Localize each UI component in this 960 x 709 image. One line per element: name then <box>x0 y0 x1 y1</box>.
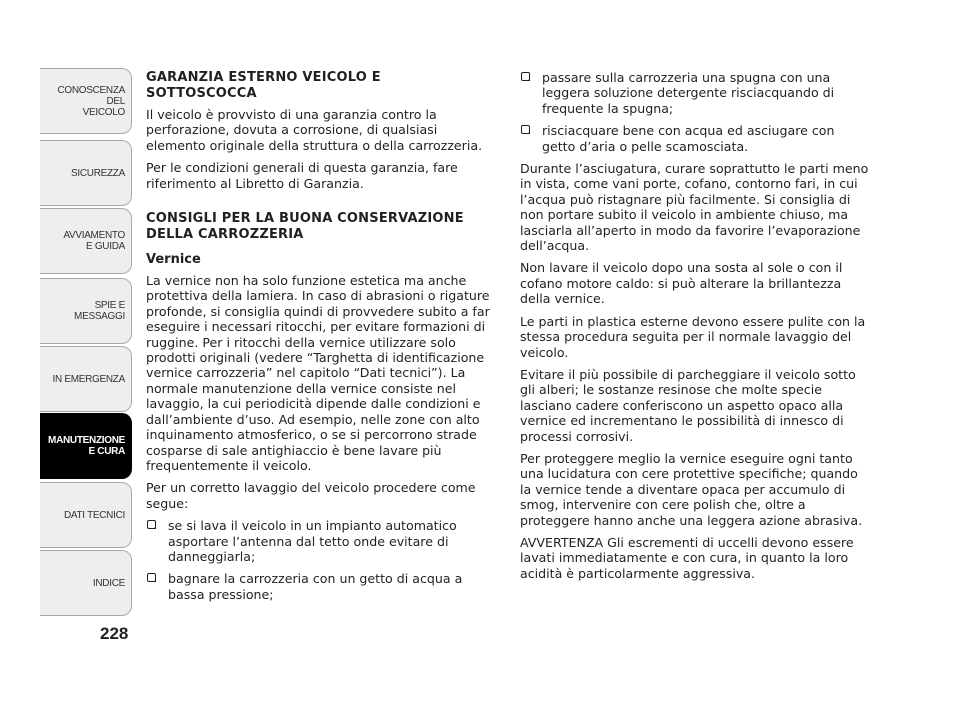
tab-in-emergenza[interactable]: IN EMERGENZA <box>40 346 132 412</box>
subheading-vernice: Vernice <box>146 252 201 268</box>
paragraph: Le parti in plastica esterne devono essere pulite con la stessa procedura seguita per il normale lavaggio del veicolo. <box>520 313 866 360</box>
page-number: 228 <box>100 624 129 643</box>
warning-paragraph: AVVERTENZA Gli escrementi di uccelli devono essere lavati immediatamente e con cura, in quanto la loro acidità è particolarmente aggressiva. <box>520 534 854 581</box>
paragraph: Evitare il più possibile di parcheggiare il veicolo sotto gli alberi; le sostanze resinose che molte specie lasciano cadere conferiscono un aspetto opaco alla vernice ed incrementano le possibilità di innesco di processi corrosivi. <box>520 366 856 444</box>
list-item <box>520 70 870 116</box>
checkbox-bullet-icon <box>147 520 156 529</box>
checkbox-bullet-icon <box>521 72 530 81</box>
list-item-text: risciacquare bene con acqua ed asciugare con getto d’aria o pelle scamosciata. <box>542 123 835 154</box>
paragraph: La vernice non ha solo funzione estetica ma anche protettiva della lamiera. In caso di abrasioni o rigature profonde, si consiglia quindi di provvedere subito a far eseguire i necessari ritocchi, per evitare formazioni di ruggine. Per i ritocchi della vernice utilizzare solo prodotti originali (vedere “Targhetta di identificazione vernice carrozzeria” nel capitolo “Dati tecnici”). La normale manutenzione della vernice consiste nel lavaggio, la cui periodicità dipende dalle condizioni e dall’ambiente d’uso. Ad esempio, nelle zone con alto inquinamento atmosferico, o se si percorrono strade cosparse di sale antighiaccio è bene lavare più frequentemente il veicolo. <box>146 273 490 473</box>
checkbox-bullet-icon <box>521 125 530 134</box>
left-column <box>146 70 496 609</box>
tab-conoscenza-del-veicolo[interactable]: CONOSCENZA DEL VEICOLO <box>40 68 132 134</box>
heading-consigli: CONSIGLI PER LA BUONA CONSERVAZIONE DELLA CARROZZERIA <box>146 211 464 242</box>
checkbox-bullet-icon <box>147 573 156 582</box>
list-item-text: se si lava il veicolo in un impianto automatico asportare l’antenna dal tetto onde evitare di danneggiarla; <box>168 518 457 564</box>
paragraph: Per un corretto lavaggio del veicolo procedere come segue: <box>146 480 476 511</box>
list-item <box>146 571 496 602</box>
paragraph: Durante l’asciugatura, curare soprattutto le parti meno in vista, come vani porte, cofano, contorno fari, in cui l’acqua può ristagnare più facilmente. Si consiglia di non portare subito il veicolo in ambiente chiuso, ma lasciarla all’aperto in modo da favorire l’evaporazione dell’acqua. <box>520 161 869 254</box>
paragraph: Il veicolo è provvisto di una garanzia contro la perforazione, dovuta a corrosione, di qualsiasi elemento originale della struttura o della carrozzeria. <box>146 107 483 153</box>
tab-manutenzione-e-cura[interactable]: MANUTENZIONE E CURA <box>40 413 132 479</box>
right-column <box>520 70 870 588</box>
paragraph: Non lavare il veicolo dopo una sosta al sole o con il cofano motore caldo: si può alterare la brillantezza della vernice. <box>520 260 843 307</box>
tab-dati-tecnici[interactable]: DATI TECNICI <box>40 482 132 548</box>
heading-garanzia: GARANZIA ESTERNO VEICOLO E SOTTOSCOCCA <box>146 70 381 101</box>
bullet-list <box>520 70 870 154</box>
tab-spie-e-messaggi[interactable]: SPIE E MESSAGGI <box>40 278 132 344</box>
paragraph: Per le condizioni generali di questa garanzia, fare riferimento al Libretto di Garanzia. <box>146 160 458 191</box>
tab-avviamento-e-guida[interactable]: AVVIAMENTO E GUIDA <box>40 208 132 274</box>
list-item-text: bagnare la carrozzeria con un getto di acqua a bassa pressione; <box>168 571 463 602</box>
list-item <box>146 518 496 564</box>
tab-sicurezza[interactable]: SICUREZZA <box>40 140 132 206</box>
paragraph: Per proteggere meglio la vernice eseguire ogni tanto una lucidatura con cere protettive specifiche; quando la vernice tende a diventare opaca per accumulo di smog, intervenire con cere polish che, oltre a proteggere hanno anche una leggera azione abrasiva. <box>520 450 863 528</box>
tab-indice[interactable]: INDICE <box>40 550 132 616</box>
list-item <box>520 123 870 154</box>
bullet-list <box>146 518 496 602</box>
list-item-text: passare sulla carrozzeria una spugna con una leggera soluzione detergente risciacquando di frequente la spugna; <box>542 70 835 116</box>
